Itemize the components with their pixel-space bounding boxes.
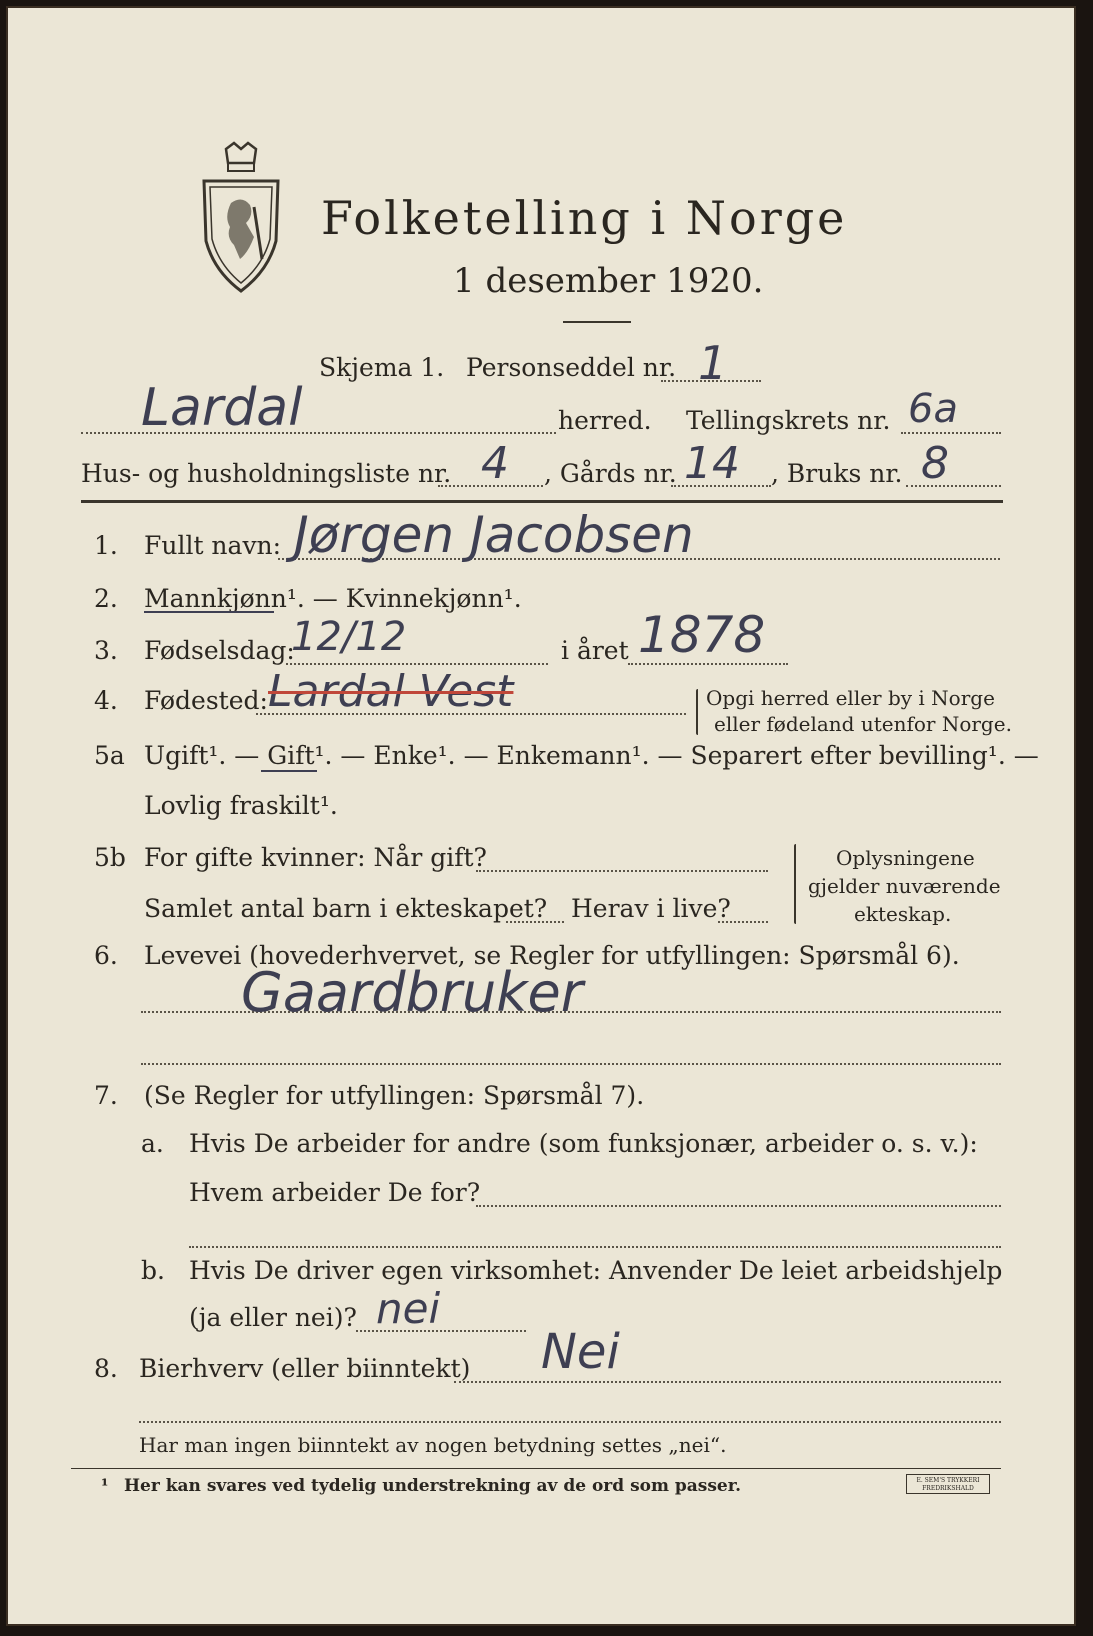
marriage-note-brace	[794, 844, 796, 924]
gards-value[interactable]: 14	[684, 438, 740, 489]
side-income-field-line	[454, 1381, 1001, 1383]
side-income-field-line-2	[139, 1421, 1001, 1423]
employer-field-line	[476, 1205, 1001, 1207]
occupation-value[interactable]: Gaardbruker	[241, 961, 583, 1024]
q4-label: Fødested:	[144, 686, 268, 715]
q6-number: 6.	[94, 941, 118, 970]
tellingskrets-field-line	[901, 432, 1001, 434]
footnote-divider	[71, 1468, 1001, 1469]
q8-number: 8.	[94, 1354, 118, 1383]
gards-label: , Gårds nr.	[544, 459, 677, 488]
q3-label: Fødselsdag:	[144, 636, 295, 665]
birthplace-value[interactable]: Lardal Vest	[268, 666, 514, 717]
q3-number: 3.	[94, 636, 118, 665]
footnote-text: Her kan svares ved tydelig understrekning av de ord som passer.	[124, 1476, 742, 1496]
marriage-note-line1: Oplysningene	[836, 846, 975, 870]
q5b-number: 5b	[94, 843, 126, 872]
marriage-note-line2: gjelder nuværende	[808, 874, 1001, 898]
gift-underline	[261, 770, 317, 772]
children-count-label: Samlet antal barn i ekteskapet?	[144, 894, 548, 923]
side-income-value[interactable]: Nei	[541, 1324, 620, 1380]
q4-number: 4.	[94, 686, 118, 715]
q5a-number: 5a	[94, 741, 125, 770]
hired-help-value[interactable]: nei	[376, 1284, 441, 1333]
hired-help-label: (ja eller nei)?	[189, 1303, 357, 1332]
q7-number: 7.	[94, 1081, 118, 1110]
herred-label: herred.	[558, 406, 652, 435]
q7a-number: a.	[141, 1129, 164, 1158]
census-form-sheet	[6, 6, 1076, 1626]
herred-value[interactable]: Lardal	[141, 378, 303, 438]
printer-stamp-text: E. SEM'S TRYKKERI FREDRIKSHALD	[916, 1477, 980, 1492]
header-divider	[81, 500, 1003, 503]
q7-label: (Se Regler for utfyllingen: Spørsmål 7).	[144, 1081, 645, 1110]
married-when-field-line	[476, 870, 768, 872]
bruks-value[interactable]: 8	[921, 438, 949, 489]
coat-of-arms-icon	[196, 141, 286, 305]
married-when-label: For gifte kvinner: Når gift?	[144, 843, 487, 872]
birthplace-note-line1: Opgi herred eller by i Norge	[706, 686, 995, 710]
birthdate-field-line	[286, 663, 548, 665]
bruks-label: , Bruks nr.	[771, 459, 903, 488]
footnote-mark: ¹	[101, 1476, 109, 1496]
birthyear-value[interactable]: 1878	[638, 606, 766, 664]
birthplace-note-line2: eller fødeland utenfor Norge.	[714, 712, 1012, 736]
gender-options: Mannkjønn¹. — Kvinnekjønn¹.	[144, 584, 522, 613]
skjema-label: Skjema 1.	[319, 353, 445, 382]
q2-number: 2.	[94, 584, 118, 613]
marital-status-options: Ugift¹. — Gift¹. — Enke¹. — Enkemann¹. — Separert efter bevilling¹. —	[144, 741, 1039, 770]
printer-stamp	[906, 1474, 990, 1494]
census-date: 1 desember 1920.	[453, 261, 764, 301]
q1-number: 1.	[94, 531, 118, 560]
q1-label: Fullt navn:	[144, 531, 282, 560]
mannkjonn-underline	[144, 611, 274, 613]
occupation-label: Levevei (hovederhvervet, se Regler for utfyllingen: Spørsmål 6).	[144, 941, 960, 970]
children-alive-label: Herav i live?	[571, 894, 731, 923]
marriage-note-line3: ekteskap.	[854, 902, 952, 926]
employer-field-line-2	[189, 1246, 1001, 1248]
marital-status-options-2: Lovlig fraskilt¹.	[144, 791, 338, 820]
form-title: Folketelling i Norge	[321, 191, 848, 245]
side-income-label: Bierhverv (eller biinntekt)	[139, 1354, 471, 1383]
title-divider	[563, 321, 631, 323]
husholdningsliste-value[interactable]: 4	[481, 438, 509, 489]
occupation-field-line-2	[141, 1063, 1001, 1065]
q7b-label: Hvis De driver egen virksomhet: Anvender De leiet arbeidshjelp	[189, 1256, 1003, 1285]
personseddel-label: Personseddel nr.	[466, 353, 677, 382]
birthyear-label: i året	[561, 636, 629, 665]
full-name-value[interactable]: Jørgen Jacobsen	[294, 506, 694, 564]
children-count-field-line	[506, 921, 564, 923]
q7b-number: b.	[141, 1256, 165, 1285]
husholdningsliste-label: Hus- og husholdningsliste nr.	[81, 459, 452, 488]
children-alive-field-line	[718, 921, 768, 923]
q7a-label: Hvis De arbeider for andre (som funksjonær, arbeider o. s. v.):	[189, 1129, 978, 1158]
tellingskrets-value[interactable]: 6a	[908, 386, 958, 432]
personseddel-value[interactable]: 1	[698, 336, 728, 390]
birthplace-note-brace	[696, 689, 698, 735]
employer-label: Hvem arbeider De for?	[189, 1178, 481, 1207]
no-income-note: Har man ingen biinntekt av nogen betydning settes „nei“.	[139, 1433, 727, 1457]
birthdate-value[interactable]: 12/12	[291, 614, 407, 660]
tellingskrets-label: Tellingskrets nr.	[686, 406, 891, 435]
